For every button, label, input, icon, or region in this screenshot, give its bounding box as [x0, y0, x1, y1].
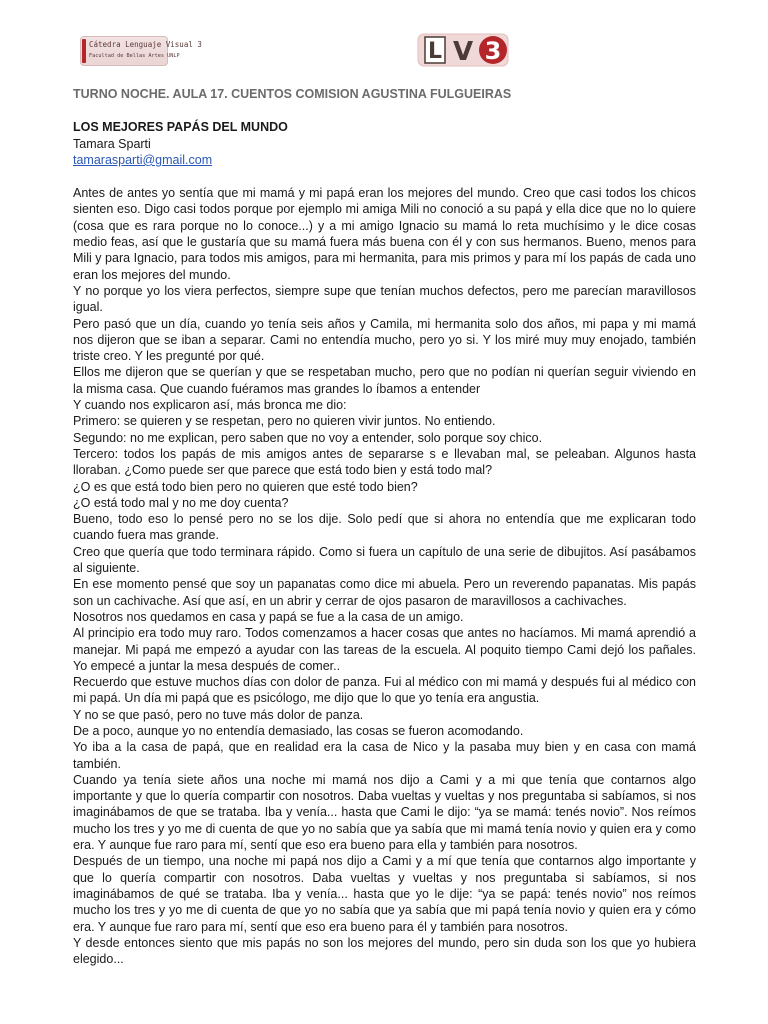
story-paragraph: ¿O es que está todo bien pero no quieren que esté todo bien?	[73, 479, 418, 494]
svg-text:3: 3	[484, 37, 502, 65]
lv3-logo	[417, 31, 509, 69]
story-paragraph: En ese momento pensé que soy un papanatas como dice mi abuela. Pero un reverendo papanatas. Mis papás son un cachivache. Así que así, en un abrir y cerrar de ojos pasaron de maravillosos a cachivaches.	[73, 577, 696, 608]
story-paragraph: Antes de antes yo sentía que mi mamá y mi papá eran los mejores del mundo. Creo que casi todos los chicos sienten eso. Digo casi todos porque por ejemplo mi amiga Mili no conoció a su papá y ella dice que no lo quiere (cosa que es rara porque no lo conoce...) y a mi amigo Ignacio su mamá lo reta muchísimo y le dice cosas medio feas, así que le gustaría que su mamá fuera más buena con él y con sus hermanos. Bueno, menos para Mili y para Ignacio, para todos mis amigos, para mi hermanita, para mis primos y para mí los papás de cada uno eran los mejores del mundo.	[73, 186, 696, 282]
story-paragraph: Y no porque yo los viera perfectos, siempre supe que tenían muchos defectos, pero me parecían maravillosos igual.	[73, 283, 696, 315]
story-paragraph: Recuerdo que estuve muchos días con dolor de panza. Fui al médico con mi mamá y después fui al médico con mi papá. Un día mi papá que es psicólogo, me dijo que lo que yo tenía era angustia.	[73, 675, 696, 706]
story-paragraph: Bueno, todo eso lo pensé pero no se los dije. Solo pedí que si ahora no entendía que me explicaran todo cuando fuera mas grande.	[73, 512, 696, 543]
story-paragraph: Cuando ya tenía siete años una noche mi mamá nos dijo a Cami y a mi que tenía que contarnos algo importante y que lo quería compartir con nosotros. Daba vueltas y vueltas y nos preguntaba si sabíamos, si nos imaginábamos de que se trataba. Iba y venía... hasta que Cami le dijo: “ya se mamá: tenés novio”. Nos reímos mucho los tres y yo me di cuenta de que yo no sabía que ya sabía que mi mamá tenía novio y quien era y como era. Y aunque fue raro para mí, sentí que eso era bueno para ella y también para nosotros.	[73, 772, 696, 853]
lv3-logo-text: LV3	[462, 68, 464, 69]
story-paragraph: Segundo: no me explican, pero saben que no voy a entender, solo porque soy chico.	[73, 430, 543, 445]
logo-left-line1: Cátedra Lenguaje Visual 3	[89, 40, 202, 49]
story-paragraph: Pero pasó que un día, cuando yo tenía seis años y Camila, mi hermanita solo dos años, mi papa y mi mamá nos dijeron que se iban a separar. Cami no entendía mucho, pero yo si. Y los miré muy muy enojado, también triste creo. Y les pregunté por qué.	[73, 316, 696, 364]
document-body	[73, 86, 696, 967]
svg-text:L: L	[427, 39, 443, 64]
story-paragraph: Ellos me dijeron que se querían y que se respetaban mucho, pero que no podían ni querían seguir viviendo en la misma casa. Que cuando fuéramos mas grandes lo íbamos a entender	[73, 365, 696, 396]
catedra-logo	[80, 36, 202, 66]
story-text	[73, 185, 696, 967]
svg-text:V: V	[452, 37, 474, 67]
author-email-link[interactable]: tamarasparti@gmail.com	[73, 152, 213, 167]
story-paragraph: De a poco, aunque yo no entendía demasiado, las cosas se fueron acomodando.	[73, 723, 524, 738]
story-paragraph: Después de un tiempo, una noche mi papá nos dijo a Cami y a mí que tenía que contarnos algo importante y que lo quería compartir con nosotros. Daba vueltas y vueltas y nos preguntaba si sabíamos, si nos imaginábamos de qué se trataba. Iba y venía... hasta que yo le dije: “ya se papá: tenés novio” nos reímos mucho los tres y yo me di cuenta de que yo no sabía que ya sabía que mi papá tenía novio y quien era y cómo era. Y aunque fue raro para mí, sentí que eso era bueno para él y también para nosotros.	[73, 854, 696, 934]
story-paragraph: Primero: se quieren y se respetan, pero no quieren vivir juntos. No entiendo.	[73, 414, 496, 429]
story-paragraph: Y cuando nos explicaron así, más bronca me dio:	[73, 398, 347, 413]
author-name: Tamara Sparti	[73, 136, 151, 151]
story-paragraph: ¿O está todo mal y no me doy cuenta?	[73, 495, 289, 510]
story-paragraph: Y desde entonces siento que mis papás no son los mejores del mundo, pero sin duda son los que yo hubiera elegido...	[73, 935, 696, 967]
story-title: LOS MEJORES PAPÁS DEL MUNDO	[73, 120, 288, 135]
course-heading: TURNO NOCHE. AULA 17. CUENTOS COMISION AGUSTINA FULGUEIRAS	[73, 87, 512, 101]
story-paragraph: Al principio era todo muy raro. Todos comenzamos a hacer cosas que antes no hacíamos. Mi mamá aprendió a manejar. Mi papá me empezó a ayudar con las tareas de la escuela. Al poquito tiempo Cami dejó los pañales. Yo empecé a juntar la mesa después de comer..	[73, 626, 696, 673]
logo-left-line2: Facultad de Bellas Artes UNLP	[89, 53, 180, 59]
story-paragraph: Yo iba a la casa de papá, que en realidad era la casa de Nico y la pasaba muy bien y en casa con mamá también.	[73, 740, 696, 771]
story-paragraph: Y no se que pasó, pero no tuve más dolor de panza.	[73, 707, 364, 722]
logo-accent-bar	[82, 39, 86, 63]
story-paragraph: Tercero: todos los papás de mis amigos antes de separarse s e llevaban mal, se peleaban. Algunos hasta lloraban. ¿Como puede ser que parece que está todo bien y está todo mal?	[73, 446, 696, 478]
page-header	[0, 30, 768, 70]
story-paragraph: Creo que quería que todo terminara rápido. Como si fuera un capítulo de una serie de dibujitos. Así pasábamos al siguiente.	[73, 544, 696, 576]
story-paragraph: Nosotros nos quedamos en casa y papá se fue a la casa de un amigo.	[73, 609, 464, 624]
